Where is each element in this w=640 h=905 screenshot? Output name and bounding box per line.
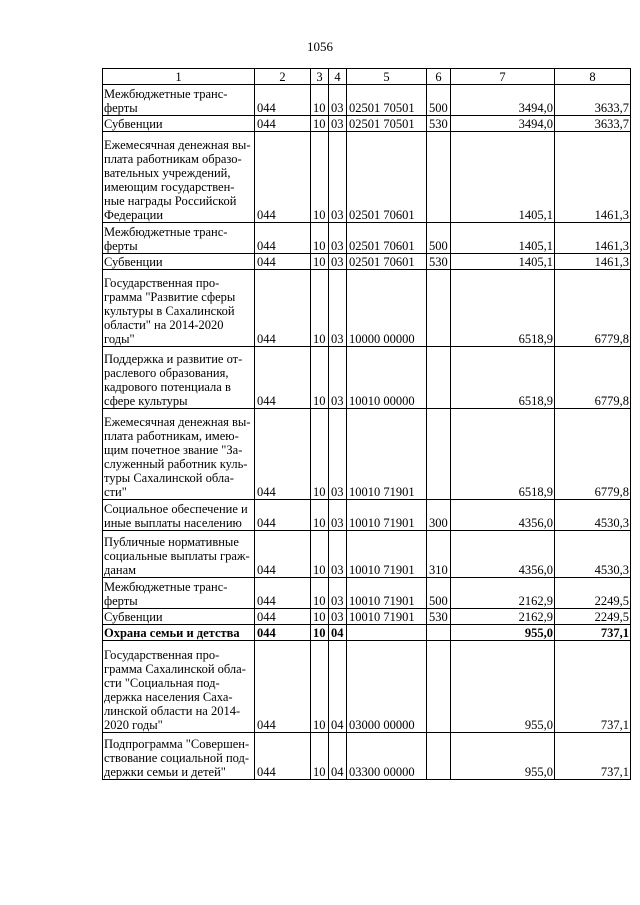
row-amount-2014: 955,0 [451, 733, 555, 780]
row-amount-2015: 6779,8 [555, 347, 631, 409]
row-amount-2014: 955,0 [451, 641, 555, 733]
row-subsection: 04 [329, 641, 347, 733]
row-admin-code: 044 [255, 347, 311, 409]
row-amount-2015: 6779,8 [555, 409, 631, 500]
row-subsection: 03 [329, 409, 347, 500]
row-subsection: 03 [329, 500, 347, 531]
row-section: 10 [311, 85, 329, 116]
column-header: 1 [103, 69, 255, 85]
table-row [103, 85, 631, 116]
row-admin-code: 044 [255, 733, 311, 780]
row-expense-type [427, 733, 451, 780]
row-name: Государственная про-грамма Сахалинской обла-сти "Социальная под-держка населения Саха-линской области на 2014-2020 годы" [103, 641, 255, 733]
row-section: 10 [311, 254, 329, 270]
table-row [103, 409, 631, 500]
row-amount-2015: 737,1 [555, 733, 631, 780]
row-name: Субвенции [103, 116, 255, 132]
table-row [103, 270, 631, 347]
table-row [103, 132, 631, 223]
row-admin-code: 044 [255, 132, 311, 223]
column-header: 3 [311, 69, 329, 85]
budget-table [102, 68, 631, 780]
row-section: 10 [311, 116, 329, 132]
row-amount-2014: 2162,9 [451, 578, 555, 609]
row-target-article: 02501 70501 [347, 85, 427, 116]
row-expense-type: 530 [427, 609, 451, 625]
row-expense-type: 500 [427, 578, 451, 609]
row-amount-2014: 1405,1 [451, 223, 555, 254]
column-header: 6 [427, 69, 451, 85]
row-admin-code: 044 [255, 223, 311, 254]
row-subsection: 03 [329, 132, 347, 223]
row-name: Ежемесячная денежная вы-плата работникам образо-вательных учреждений, имеющим государствен-ные награды Российской Федерации [103, 132, 255, 223]
row-amount-2014: 4356,0 [451, 531, 555, 578]
row-amount-2014: 955,0 [451, 625, 555, 641]
row-name: Социальное обеспечение и иные выплаты населению [103, 500, 255, 531]
row-admin-code: 044 [255, 270, 311, 347]
row-amount-2014: 4356,0 [451, 500, 555, 531]
row-admin-code: 044 [255, 500, 311, 531]
row-subsection: 03 [329, 270, 347, 347]
row-expense-type: 500 [427, 223, 451, 254]
row-amount-2015: 4530,3 [555, 500, 631, 531]
row-name: Государственная про-грамма "Развитие сферы культуры в Сахалинской области" на 2014-2020 годы" [103, 270, 255, 347]
row-section: 10 [311, 609, 329, 625]
row-section: 10 [311, 500, 329, 531]
row-target-article: 10010 00000 [347, 347, 427, 409]
row-expense-type [427, 625, 451, 641]
column-header: 4 [329, 69, 347, 85]
row-target-article: 02501 70501 [347, 116, 427, 132]
row-expense-type: 530 [427, 254, 451, 270]
row-amount-2014: 6518,9 [451, 347, 555, 409]
row-admin-code: 044 [255, 116, 311, 132]
row-expense-type: 300 [427, 500, 451, 531]
row-target-article: 10010 71901 [347, 578, 427, 609]
row-subsection: 03 [329, 578, 347, 609]
row-expense-type [427, 132, 451, 223]
row-target-article: 03300 00000 [347, 733, 427, 780]
row-target-article: 02501 70601 [347, 223, 427, 254]
row-name: Межбюджетные транс-ферты [103, 223, 255, 254]
row-amount-2015: 1461,3 [555, 132, 631, 223]
row-amount-2015: 737,1 [555, 625, 631, 641]
row-name: Ежемесячная денежная вы-плата работникам, имею-щим почетное звание "За-служенный работник куль-туры Сахалинской обла-сти" [103, 409, 255, 500]
row-amount-2015: 737,1 [555, 641, 631, 733]
row-subsection: 03 [329, 531, 347, 578]
row-section: 10 [311, 733, 329, 780]
row-subsection: 03 [329, 254, 347, 270]
row-amount-2015: 3633,7 [555, 85, 631, 116]
row-name: Поддержка и развитие от-раслевого образования, кадрового потенциала в сфере культуры [103, 347, 255, 409]
column-header: 7 [451, 69, 555, 85]
page-number: 1056 [307, 39, 333, 54]
row-admin-code: 044 [255, 85, 311, 116]
row-target-article: 02501 70601 [347, 132, 427, 223]
row-section: 10 [311, 347, 329, 409]
row-expense-type: 310 [427, 531, 451, 578]
row-admin-code: 044 [255, 531, 311, 578]
column-header: 8 [555, 69, 631, 85]
row-admin-code: 044 [255, 578, 311, 609]
row-amount-2014: 2162,9 [451, 609, 555, 625]
row-section: 10 [311, 132, 329, 223]
row-target-article: 10010 71901 [347, 500, 427, 531]
table-row [103, 223, 631, 254]
row-subsection: 04 [329, 625, 347, 641]
table-row [103, 733, 631, 780]
row-subsection: 04 [329, 733, 347, 780]
row-name: Субвенции [103, 609, 255, 625]
row-admin-code: 044 [255, 609, 311, 625]
row-admin-code: 044 [255, 254, 311, 270]
row-name: Межбюджетные транс-ферты [103, 85, 255, 116]
row-target-article [347, 625, 427, 641]
row-admin-code: 044 [255, 409, 311, 500]
row-amount-2014: 6518,9 [451, 270, 555, 347]
row-amount-2014: 1405,1 [451, 254, 555, 270]
row-target-article: 10010 71901 [347, 409, 427, 500]
row-subsection: 03 [329, 609, 347, 625]
row-amount-2014: 3494,0 [451, 85, 555, 116]
table-row [103, 609, 631, 625]
row-subsection: 03 [329, 347, 347, 409]
column-header: 5 [347, 69, 427, 85]
table-row [103, 641, 631, 733]
row-section: 10 [311, 625, 329, 641]
row-amount-2015: 2249,5 [555, 609, 631, 625]
row-expense-type [427, 347, 451, 409]
row-section: 10 [311, 641, 329, 733]
table-row [103, 254, 631, 270]
table-row [103, 347, 631, 409]
row-section: 10 [311, 578, 329, 609]
row-name: Публичные нормативные социальные выплаты граж-данам [103, 531, 255, 578]
row-section: 10 [311, 409, 329, 500]
row-subsection: 03 [329, 223, 347, 254]
row-expense-type [427, 641, 451, 733]
column-header: 2 [255, 69, 311, 85]
row-target-article: 02501 70601 [347, 254, 427, 270]
row-amount-2015: 2249,5 [555, 578, 631, 609]
row-section: 10 [311, 531, 329, 578]
row-admin-code: 044 [255, 625, 311, 641]
row-target-article: 03000 00000 [347, 641, 427, 733]
header-row [103, 69, 631, 85]
row-target-article: 10010 71901 [347, 609, 427, 625]
row-amount-2015: 6779,8 [555, 270, 631, 347]
row-subsection: 03 [329, 85, 347, 116]
row-admin-code: 044 [255, 641, 311, 733]
row-name: Подпрограмма "Совершен-ствование социальной под-держки семьи и детей" [103, 733, 255, 780]
row-name: Охрана семьи и детства [103, 625, 255, 641]
row-amount-2015: 4530,3 [555, 531, 631, 578]
row-amount-2015: 1461,3 [555, 223, 631, 254]
row-amount-2014: 6518,9 [451, 409, 555, 500]
row-target-article: 10000 00000 [347, 270, 427, 347]
table-row [103, 531, 631, 578]
row-section: 10 [311, 270, 329, 347]
row-amount-2015: 3633,7 [555, 116, 631, 132]
row-expense-type: 500 [427, 85, 451, 116]
row-expense-type [427, 409, 451, 500]
table-row [103, 116, 631, 132]
table-row [103, 500, 631, 531]
row-target-article: 10010 71901 [347, 531, 427, 578]
row-name: Субвенции [103, 254, 255, 270]
row-expense-type [427, 270, 451, 347]
row-name: Межбюджетные транс-ферты [103, 578, 255, 609]
row-section: 10 [311, 223, 329, 254]
table-row [103, 625, 631, 641]
row-expense-type: 530 [427, 116, 451, 132]
row-amount-2014: 1405,1 [451, 132, 555, 223]
row-amount-2015: 1461,3 [555, 254, 631, 270]
row-amount-2014: 3494,0 [451, 116, 555, 132]
table-row [103, 578, 631, 609]
row-subsection: 03 [329, 116, 347, 132]
